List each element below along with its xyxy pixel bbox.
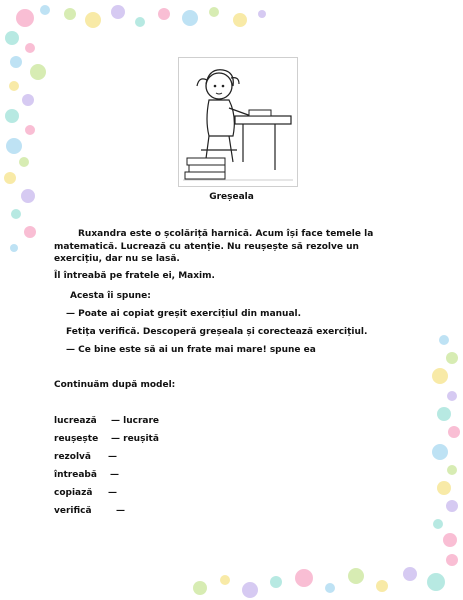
decorative-dot (376, 580, 388, 592)
decorative-dot (443, 533, 457, 547)
decorative-dot (85, 12, 101, 28)
exercise-answer: — (110, 470, 119, 480)
decorative-dot (30, 64, 46, 80)
decorative-dot (432, 444, 448, 460)
decorative-dot (22, 94, 34, 106)
story-line-3: Acesta îi spune: (70, 291, 151, 301)
decorative-dot (447, 391, 457, 401)
story-line-2: Îl întreabă pe fratele ei, Maxim. (54, 271, 215, 281)
exercise-answer: — (116, 506, 125, 516)
decorative-dot (64, 8, 76, 20)
decorative-dot (437, 481, 451, 495)
decorative-dot (16, 9, 34, 27)
decorative-dot (9, 81, 19, 91)
decorative-dot (403, 567, 417, 581)
decorative-dot (11, 209, 21, 219)
exercise-word: reușește (54, 434, 99, 444)
exercise-word: rezolvă (54, 452, 91, 462)
decorative-dot (193, 581, 207, 595)
decorative-dot (439, 335, 449, 345)
decorative-dot (10, 56, 22, 68)
story-title: Greșeala (209, 192, 254, 202)
decorative-dot (432, 368, 448, 384)
decorative-dot (19, 157, 29, 167)
girl-studying-illustration (178, 57, 298, 187)
decorative-dot (242, 582, 258, 598)
decorative-dot (6, 138, 22, 154)
decorative-dot (10, 244, 18, 252)
exercise-heading: Continuăm după model: (54, 380, 176, 390)
decorative-dot (25, 125, 35, 135)
decorative-dot (446, 500, 458, 512)
exercise-answer: — (108, 452, 117, 462)
story-line-5: Fetița verifică. Descoperă greșeala și corectează exercițiul. (66, 327, 368, 337)
exercise-word: lucrează (54, 416, 97, 426)
exercise-answer: — lucrare (111, 416, 160, 426)
decorative-dot (111, 5, 125, 19)
decorative-dot (447, 465, 457, 475)
exercise-word: verifică (54, 506, 92, 516)
decorative-dot (135, 17, 145, 27)
decorative-dot (158, 8, 170, 20)
decorative-dot (446, 554, 458, 566)
decorative-dot (220, 575, 230, 585)
decorative-dot (5, 31, 19, 45)
decorative-dot (258, 10, 266, 18)
decorative-dot (437, 407, 451, 421)
decorative-dot (270, 576, 282, 588)
decorative-dot (40, 5, 50, 15)
decorative-dot (5, 109, 19, 123)
decorative-dot (348, 568, 364, 584)
decorative-dot (24, 226, 36, 238)
decorative-dot (295, 569, 313, 587)
decorative-dot (427, 573, 445, 591)
exercise-answer: — reușită (111, 434, 159, 444)
exercise-word: întreabă (54, 470, 97, 480)
decorative-dot (4, 172, 16, 184)
decorative-dot (448, 426, 460, 438)
story-paragraph-1: Ruxandra este o școlăriță harnică. Acum își face temele la matematică. Lucrează cu atenție. Nu reușește să rezolve un exercițiu, dar nu se lasă. (54, 229, 374, 264)
decorative-dot (433, 519, 443, 529)
exercise-word: copiază (54, 488, 93, 498)
exercise-answer: — (108, 488, 117, 498)
decorative-dot (446, 352, 458, 364)
decorative-dot (325, 583, 335, 593)
decorative-dot (25, 43, 35, 53)
decorative-dot (233, 13, 247, 27)
decorative-dot (182, 10, 198, 26)
story-line-4: — Poate ai copiat greșit exercițiul din manual. (66, 309, 302, 319)
story-line-6: — Ce bine este să ai un frate mai mare! spune ea (66, 345, 316, 355)
decorative-dot (209, 7, 219, 17)
